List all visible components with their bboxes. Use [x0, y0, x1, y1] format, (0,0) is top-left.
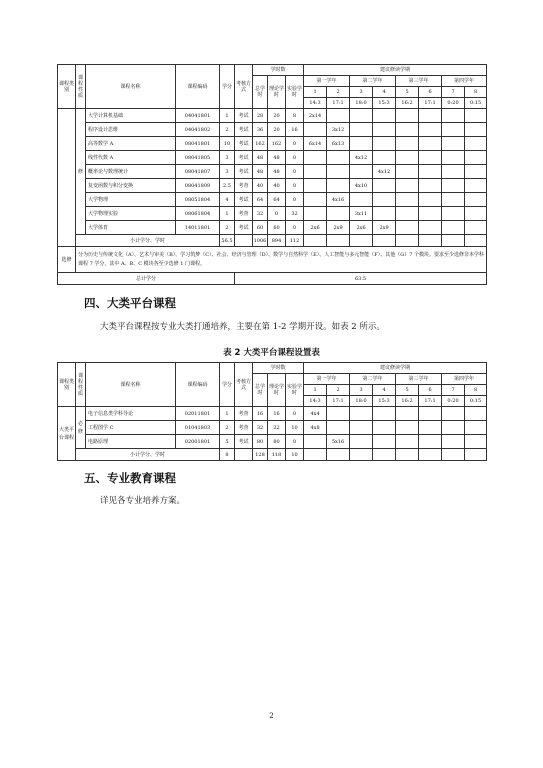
course-theory: 60 [268, 221, 286, 235]
course-code: 02001801 [176, 435, 220, 449]
header-course-category: 课程类别 [58, 363, 76, 407]
header-semester: 3 [350, 87, 373, 98]
course-total-hours: 16 [253, 407, 268, 421]
header-semesters-group: 建议修读学期 [304, 363, 487, 374]
semester-cell [350, 109, 373, 123]
semester-cell [373, 179, 396, 193]
course-name: 工程图学 C [86, 421, 176, 435]
semester-cell: 3x11 [350, 207, 373, 221]
course-practice: 0 [286, 179, 304, 193]
course-name: 概率论与数理统计 [86, 165, 176, 179]
total-credits-value: 63.5 [235, 273, 487, 285]
section-5-heading: 五、专业教育课程 [84, 471, 176, 485]
course-total-hours: 32 [253, 207, 268, 221]
semester-cell: 6x14 [304, 137, 327, 151]
header-weeks: 0:15 [465, 396, 487, 407]
semester-cell: 4x10 [350, 179, 373, 193]
header-theory: 理论学时 [268, 374, 286, 407]
header-course-code: 课程编码 [176, 65, 220, 109]
header-course-category: 课程类别 [58, 65, 76, 109]
header-weeks: 15:3 [373, 396, 396, 407]
table-2 [57, 362, 487, 461]
header-year: 第一学年 [304, 374, 350, 385]
course-assessment: 考查 [235, 207, 253, 221]
nature-cell: 必修 [76, 407, 86, 449]
course-practice: 0 [286, 193, 304, 207]
course-theory: 64 [268, 193, 286, 207]
course-credits: 4 [220, 193, 235, 207]
semester-cell [373, 207, 396, 221]
course-theory: 48 [268, 151, 286, 165]
course-name: 复变函数与积分变换 [86, 179, 176, 193]
course-theory: 22 [268, 421, 286, 435]
course-credits: 3 [220, 165, 235, 179]
semester-cell [327, 165, 350, 179]
semester-cell: 4x8 [304, 421, 327, 435]
header-course-name: 课程名称 [86, 363, 176, 407]
course-credits: 1 [220, 407, 235, 421]
header-weeks: 14:3 [304, 98, 327, 109]
course-theory: 40 [268, 179, 286, 193]
header-year: 第四学年 [442, 374, 487, 385]
header-weeks: 18:0 [350, 98, 373, 109]
header-credits: 学分 [220, 363, 235, 407]
header-weeks: 0:20 [442, 98, 465, 109]
course-total-hours: 48 [253, 165, 268, 179]
total-credits-label: 总计学分 [58, 273, 235, 285]
course-practice: 0 [286, 165, 304, 179]
header-weeks: 18:0 [350, 396, 373, 407]
header-semester: 3 [350, 385, 373, 396]
course-name: 大学物理实验 [86, 207, 176, 221]
course-code: 14011801 [176, 221, 220, 235]
header-weeks: 17:1 [327, 396, 350, 407]
course-theory: 162 [268, 137, 286, 151]
course-code: 04041802 [176, 123, 220, 137]
header-weeks: 0:15 [465, 98, 487, 109]
semester-cell: 4x4 [304, 407, 327, 421]
header-semester: 4 [373, 87, 396, 98]
course-theory: 16 [268, 407, 286, 421]
semester-cell [327, 151, 350, 165]
header-semester: 1 [304, 385, 327, 396]
course-credits: 2 [220, 421, 235, 435]
header-weeks: 16:2 [396, 98, 419, 109]
course-total-hours: 36 [253, 123, 268, 137]
course-code: 01041803 [176, 421, 220, 435]
semester-cell [304, 207, 327, 221]
course-credits: 1 [220, 109, 235, 123]
table-1 [57, 64, 487, 285]
elective-label: 选修 [58, 247, 76, 273]
semester-cell [304, 179, 327, 193]
course-theory: 20 [268, 109, 286, 123]
header-year: 第二学年 [350, 76, 396, 87]
header-assessment: 考核方式 [235, 363, 253, 407]
header-semester: 8 [465, 87, 487, 98]
header-semester: 4 [373, 385, 396, 396]
course-assessment: 考试 [235, 123, 253, 137]
subtotal-theory: 894 [268, 235, 286, 247]
course-total-hours: 28 [253, 109, 268, 123]
header-weeks: 15:3 [373, 98, 396, 109]
section-4-heading: 四、大类平台课程 [84, 296, 176, 310]
semester-cell [373, 109, 396, 123]
header-semester: 6 [419, 87, 442, 98]
semester-cell [373, 123, 396, 137]
header-semester: 7 [442, 87, 465, 98]
subtotal-label: 小计学分、学时 [76, 235, 220, 247]
course-theory: 20 [268, 123, 286, 137]
course-practice: 16 [286, 123, 304, 137]
course-code: 02011801 [176, 407, 220, 421]
header-course-code: 课程编码 [176, 363, 220, 407]
subtotal-total: 128 [253, 449, 268, 461]
header-credits: 学分 [220, 65, 235, 109]
header-weeks: 17:1 [419, 396, 442, 407]
header-semester: 2 [327, 87, 350, 98]
header-weeks: 16:2 [396, 396, 419, 407]
semester-cell [327, 179, 350, 193]
course-name: 电子信息类学科导论 [86, 407, 176, 421]
header-weeks: 14:3 [304, 396, 327, 407]
header-semester: 1 [304, 87, 327, 98]
subtotal-total: 1006 [253, 235, 268, 247]
course-total-hours: 64 [253, 193, 268, 207]
semester-cell: 3x12 [327, 123, 350, 137]
course-assessment: 考查 [235, 179, 253, 193]
semester-cell [327, 109, 350, 123]
header-course-name: 课程名称 [86, 65, 176, 109]
course-code: 08041807 [176, 165, 220, 179]
course-code: 08041809 [176, 179, 220, 193]
course-name: 大学计算机基础 [86, 109, 176, 123]
header-year: 第四学年 [442, 76, 487, 87]
header-assessment: 考核方式 [235, 65, 253, 109]
course-code: 08041805 [176, 151, 220, 165]
course-name: 大学体育 [86, 221, 176, 235]
course-assessment: 考查 [235, 421, 253, 435]
header-year: 第三学年 [396, 374, 442, 385]
course-credits: 2 [220, 221, 235, 235]
course-theory: 80 [268, 435, 286, 449]
header-course-nature: 课程性质 [76, 363, 86, 407]
header-semester: 5 [396, 87, 419, 98]
course-practice: 32 [286, 207, 304, 221]
subtotal-credits: 56.5 [220, 235, 235, 247]
semester-cell: 4x12 [350, 151, 373, 165]
nature-cell: 修 [76, 109, 86, 235]
header-weeks: 17:1 [419, 98, 442, 109]
header-semesters-group: 建议修读学期 [304, 65, 487, 76]
category-cell [58, 109, 76, 247]
course-total-hours: 40 [253, 179, 268, 193]
header-total-hours: 总学时 [253, 76, 268, 109]
semester-cell [373, 193, 396, 207]
header-total-hours: 总学时 [253, 374, 268, 407]
header-semester: 7 [442, 385, 465, 396]
header-practice: 实验学时 [286, 374, 304, 407]
header-weeks: 17:1 [327, 98, 350, 109]
course-practice: 0 [286, 407, 304, 421]
header-practice: 实验学时 [286, 76, 304, 109]
semester-cell: 5x16 [327, 435, 350, 449]
course-name: 线性代数 A [86, 151, 176, 165]
semester-cell [350, 137, 373, 151]
course-code: 08041801 [176, 137, 220, 151]
semester-cell [304, 123, 327, 137]
course-assessment: 考试 [235, 165, 253, 179]
semester-cell: 2x6 [350, 221, 373, 235]
section-5-paragraph: 详见各专业培养方案。 [100, 496, 186, 506]
subtotal-practice: 10 [286, 449, 304, 461]
semester-cell [304, 165, 327, 179]
semester-cell: 4x12 [373, 165, 396, 179]
course-assessment: 考试 [235, 137, 253, 151]
semester-cell [350, 193, 373, 207]
semester-cell [304, 435, 327, 449]
semester-cell: 2x6 [304, 221, 327, 235]
semester-cell [327, 421, 350, 435]
semester-cell: 6x13 [327, 137, 350, 151]
category-cell: 大类平台课程 [58, 407, 76, 461]
course-assessment: 考试 [235, 435, 253, 449]
course-practice: 0 [286, 221, 304, 235]
semester-cell: 2x9 [327, 221, 350, 235]
header-hours-group: 学时数 [253, 65, 304, 76]
course-code: 08061804 [176, 207, 220, 221]
section-4-paragraph: 大类平台课程按专业大类打通培养，主要在第 1-2 学期开设。如表 2 所示。 [100, 322, 385, 332]
subtotal-theory: 118 [268, 449, 286, 461]
header-hours-group: 学时数 [253, 363, 304, 374]
semester-cell: 2x14 [304, 109, 327, 123]
course-assessment: 考查 [235, 407, 253, 421]
page-number: 2 [269, 712, 274, 720]
semester-cell [373, 151, 396, 165]
semester-cell [327, 207, 350, 221]
header-weeks: 0:20 [442, 396, 465, 407]
header-year: 第二学年 [350, 374, 396, 385]
semester-cell [373, 137, 396, 151]
course-total-hours: 80 [253, 435, 268, 449]
course-practice: 8 [286, 109, 304, 123]
header-semester: 5 [396, 385, 419, 396]
course-theory: 0 [268, 207, 286, 221]
header-year: 第三学年 [396, 76, 442, 87]
course-total-hours: 162 [253, 137, 268, 151]
course-code: 08051804 [176, 193, 220, 207]
semester-cell: 4x16 [327, 193, 350, 207]
semester-cell [327, 407, 350, 421]
semester-cell [350, 165, 373, 179]
course-practice: 0 [286, 151, 304, 165]
course-credits: 3 [220, 151, 235, 165]
course-credits: 2 [220, 123, 235, 137]
header-theory: 理论学时 [268, 76, 286, 109]
course-total-hours: 60 [253, 221, 268, 235]
subtotal-credits: 8 [220, 449, 235, 461]
header-semester: 2 [327, 385, 350, 396]
elective-description: 分为历史与传统文化（A）、艺术与审美（B）、学习筑梦（C）、社会、经济与管理（D）、数学与自然科学（E）、人工智能与多元智能（F）、其他（G）7 个模块。要求至少选修非本学科课程 7 学分，其中 A、B、C 模块各至少选修 1 门课程。 [76, 247, 487, 273]
semester-cell [304, 193, 327, 207]
table-2-caption: 表 2 大类平台课程设置表 [223, 348, 320, 358]
course-assessment: 考试 [235, 109, 253, 123]
course-practice: 0 [286, 137, 304, 151]
header-year: 第一学年 [304, 76, 350, 87]
course-name: 程序设计思维 [86, 123, 176, 137]
course-credits: 5 [220, 435, 235, 449]
semester-cell [304, 151, 327, 165]
semester-cell [350, 123, 373, 137]
course-name: 电路原理 [86, 435, 176, 449]
header-semester: 8 [465, 385, 487, 396]
course-practice: 0 [286, 435, 304, 449]
course-credits: 1 [220, 207, 235, 221]
course-name: 大学物理 [86, 193, 176, 207]
course-assessment: 考试 [235, 151, 253, 165]
course-total-hours: 32 [253, 421, 268, 435]
course-credits: 10 [220, 137, 235, 151]
course-code: 04041801 [176, 109, 220, 123]
course-assessment: 考试 [235, 221, 253, 235]
course-practice: 10 [286, 421, 304, 435]
course-credits: 2.5 [220, 179, 235, 193]
course-name: 高等数学 A [86, 137, 176, 151]
semester-cell: 2x9 [373, 221, 396, 235]
header-semester: 6 [419, 385, 442, 396]
course-assessment: 考试 [235, 193, 253, 207]
subtotal-practice: 112 [286, 235, 304, 247]
course-theory: 48 [268, 165, 286, 179]
course-total-hours: 48 [253, 151, 268, 165]
subtotal-label: 小计学分、学时 [76, 449, 220, 461]
header-course-nature: 课程性质 [76, 65, 86, 109]
